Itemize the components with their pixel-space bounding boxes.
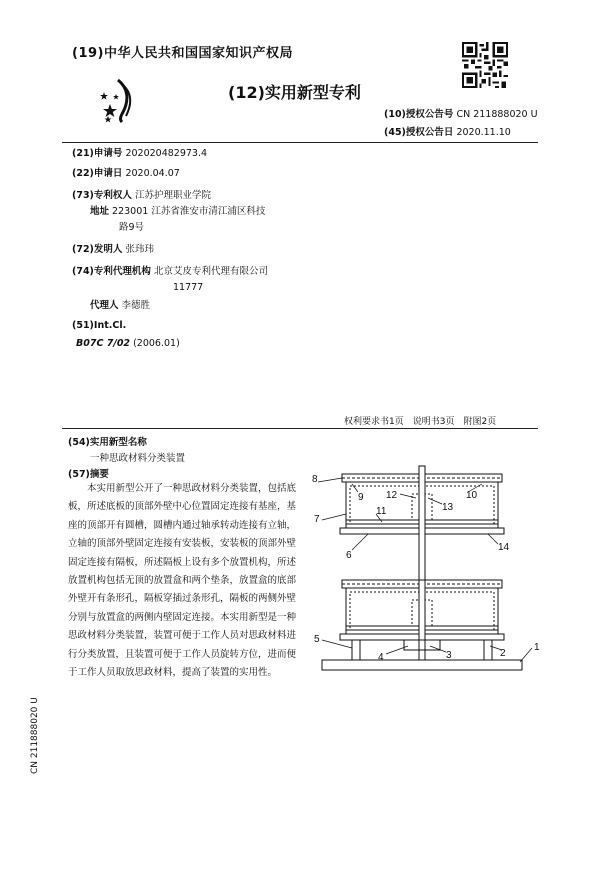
document-type: (12)实用新型专利 (228, 83, 361, 102)
abstract-text: 本实用新型公开了一种思政材料分类装置，包括底板，所述底板的顶部外壁中心位置固定连接有基座，基座的顶部开有圆槽，圆槽内通过轴承转动连接有立轴，立轴的顶部外壁固定连接有安装板，安装板的顶部外壁固定连接有隔板，所述隔板上设有多个放置机构，所述放置机构包括无顶的放置盒和两个垫条，放置盒的底部外壁开有条形孔，隔板穿插过条形孔，隔板的两侧外壁分别与放置盒的两侧内壁固定连接。本实用新型是一种思政材料分类装置，装置可便于工作人员对思政材料进行分类放置，且装置可便于工作人员旋转方位，进而便于工作人员取放思政材料，提高了装置的实用性。 (68, 483, 297, 679)
intcl-class: B07C 7/02 (76, 338, 131, 349)
abstract-drawing (312, 464, 552, 680)
agency-code: 11777 (173, 282, 204, 293)
intcl-row (76, 336, 180, 351)
bottom-plate (322, 660, 522, 670)
agency-label: (74)专利代理机构 (72, 266, 151, 277)
figure-label: 13 (442, 502, 454, 513)
side-publication-code: CN 211888020 U (30, 697, 40, 774)
grant-number: CN 211888020 U (456, 109, 538, 120)
grant-number-label: (10)授权公告号 (384, 109, 454, 120)
figure-label: 2 (500, 648, 506, 659)
title-label: (54)实用新型名称 (68, 437, 147, 448)
figure-label: 1 (534, 642, 540, 653)
figure-label: 4 (378, 652, 384, 663)
agent-label: 代理人 (90, 300, 119, 311)
address-label: 地址 (90, 206, 110, 217)
figure-label: 5 (314, 634, 320, 645)
grant-date: 2020.11.10 (456, 127, 511, 138)
address-line2: 路9号 (119, 222, 145, 233)
grant-date-row (384, 124, 511, 138)
application-date: 2020.04.07 (125, 168, 180, 179)
application-date-label: (22)申请日 (72, 168, 123, 179)
inventor-row (72, 242, 154, 257)
patentee-row (72, 188, 211, 203)
grant-number-row (384, 106, 538, 120)
right-leg (484, 640, 492, 660)
section-rule (62, 428, 538, 429)
bibliographic-data (72, 146, 372, 356)
figure-label: 12 (386, 490, 398, 501)
grant-date-label: (45)授权公告日 (384, 127, 454, 138)
agency-row (72, 264, 268, 279)
cnipa-emblem-icon (98, 74, 156, 126)
figure-label: 3 (446, 650, 452, 661)
application-number-label: (21)申请号 (72, 148, 123, 159)
figure-label: 10 (466, 490, 478, 501)
application-number: 202020482973.4 (125, 148, 208, 159)
page-count-info: 权利要求书1页 说明书3页 附图2页 (344, 417, 497, 427)
intcl-label: (51)Int.Cl. (72, 320, 127, 331)
application-date-row (72, 166, 180, 181)
figure-label: 6 (346, 550, 352, 561)
intcl-year: (2006.01) (133, 338, 180, 349)
patentee: 江苏护理职业学院 (134, 190, 211, 201)
figure-label: 8 (312, 474, 318, 485)
figure-label: 9 (358, 492, 364, 503)
figure-label: 7 (314, 514, 320, 525)
figure-label: 14 (498, 542, 510, 553)
utility-model-title: 一种思政材料分类装置 (90, 453, 186, 464)
issuing-office: (19)中华人民共和国国家知识产权局 (72, 46, 293, 61)
left-leg (352, 640, 360, 660)
figure-label: 11 (376, 506, 387, 517)
qr-code-icon (462, 42, 508, 88)
patentee-label: (73)专利权人 (72, 190, 132, 201)
agent-row (90, 298, 150, 313)
inventor-label: (72)发明人 (72, 244, 123, 255)
abstract-text-block (68, 480, 296, 682)
address-row (90, 204, 265, 219)
agent: 李德胜 (121, 300, 151, 311)
header-rule (62, 142, 538, 143)
application-number-row (72, 146, 207, 161)
inventor: 张玮玮 (125, 244, 154, 255)
address-line1: 223001 江苏省淮安市清江浦区科技 (112, 206, 266, 217)
abstract-label: (57)摘要 (68, 469, 109, 480)
agency: 北京艾皮专利代理有限公司 (153, 266, 268, 277)
